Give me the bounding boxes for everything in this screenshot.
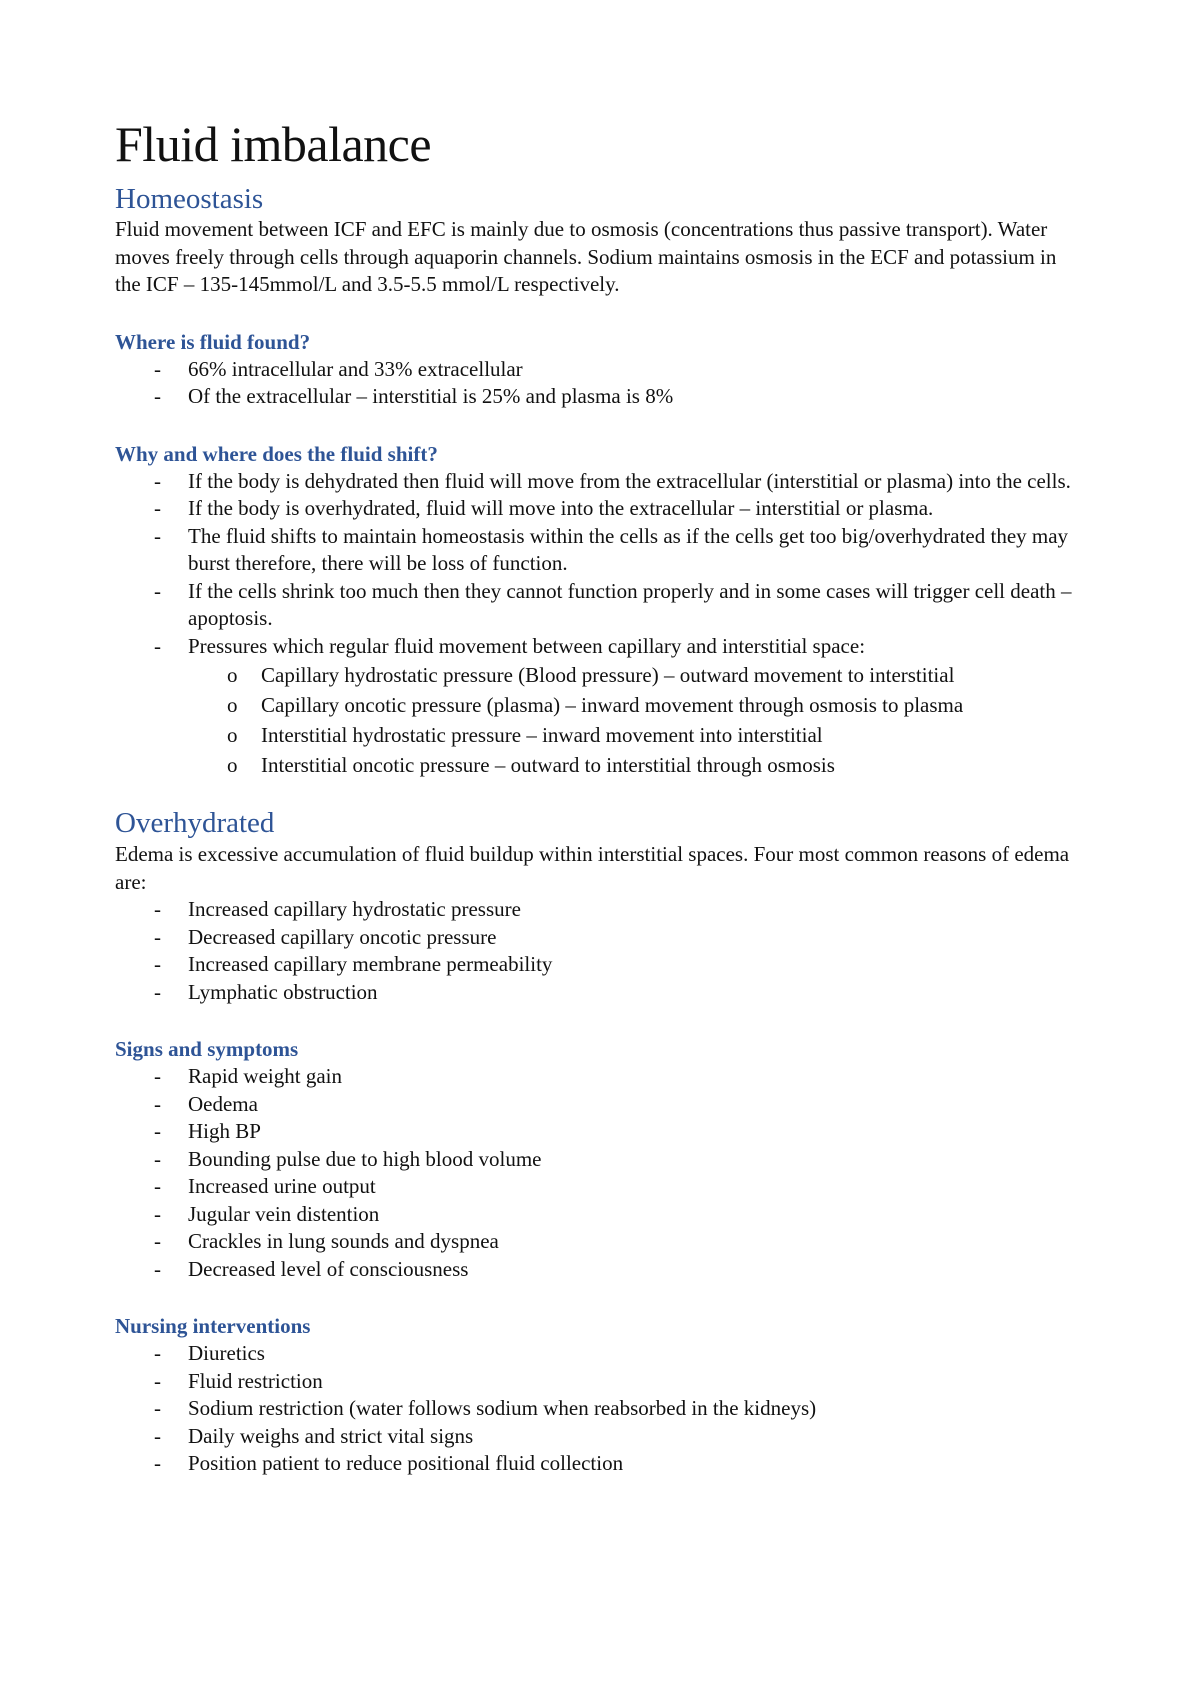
list-item: - Daily weighs and strict vital signs xyxy=(154,1423,474,1448)
heading-nursing-interventions: Nursing interventions xyxy=(115,1314,311,1339)
heading-signs-symptoms: Signs and symptoms xyxy=(115,1037,299,1062)
document-content xyxy=(115,116,1085,1478)
list-item: - Rapid weight gain xyxy=(154,1064,342,1089)
list-item: - Position patient to reduce positional fluid collection xyxy=(154,1451,624,1476)
list-item: - If the body is overhydrated, fluid will move into the extracellular – interstitial or plasma. xyxy=(154,496,934,521)
list-item: - Decreased level of consciousness xyxy=(154,1256,469,1281)
list-item: - Increased capillary hydrostatic pressure xyxy=(154,897,521,922)
list-item: - Increased urine output xyxy=(154,1174,376,1199)
section-homeostasis xyxy=(115,182,1085,781)
signs-list xyxy=(115,1063,1085,1283)
list-item: - High BP xyxy=(154,1119,261,1144)
list-item: - Diuretics xyxy=(154,1341,265,1366)
list-item: - Sodium restriction (water follows sodium when reabsorbed in the kidneys) xyxy=(154,1396,817,1421)
fluid-shift-list xyxy=(115,468,1085,661)
list-item: - Oedema xyxy=(154,1091,258,1116)
list-item: - Fluid restriction xyxy=(154,1368,323,1393)
list-item: - If the body is dehydrated then fluid will move from the extracellular (interstitial or plasma) into the cells. xyxy=(154,468,1071,493)
list-item: - If the cells shrink too much then they cannot function properly and in some cases will trigger cell death – apoptosis. xyxy=(154,578,1072,631)
sub-list-item: o Capillary hydrostatic pressure (Blood pressure) – outward movement to interstitial xyxy=(227,663,955,688)
list-item: - Bounding pulse due to high blood volume xyxy=(154,1146,542,1171)
nursing-list xyxy=(115,1340,1085,1478)
list-item: - Decreased capillary oncotic pressure xyxy=(154,924,497,949)
list-item: - Lymphatic obstruction xyxy=(154,979,378,1004)
where-fluid-list xyxy=(115,356,1085,411)
heading-fluid-shift: Why and where does the fluid shift? xyxy=(115,441,438,466)
list-item: - Of the extracellular – interstitial is 25% and plasma is 8% xyxy=(154,384,674,409)
list-item: - The fluid shifts to maintain homeostasis within the cells as if the cells get too big/overhydrated they may burst therefore, there will be loss of function. xyxy=(154,523,1069,576)
sub-list-item: o Interstitial hydrostatic pressure – inward movement into interstitial xyxy=(227,723,823,748)
list-item: - Crackles in lung sounds and dyspnea xyxy=(154,1229,499,1254)
heading-homeostasis: Homeostasis xyxy=(115,182,264,215)
list-item: - Pressures which regular fluid movement between capillary and interstitial space: xyxy=(154,633,866,658)
sub-list-item: o Capillary oncotic pressure (plasma) – inward movement through osmosis to plasma xyxy=(227,693,964,718)
heading-overhydrated: Overhydrated xyxy=(115,807,275,840)
edema-causes-list xyxy=(115,896,1085,1006)
overhydrated-paragraph: Edema is excessive accumulation of fluid buildup within interstitial spaces. Four most common reasons of edema are: xyxy=(115,842,1070,894)
section-overhydrated xyxy=(115,806,1085,1477)
heading-where-fluid-found: Where is fluid found? xyxy=(115,329,311,354)
sub-list-item: o Interstitial oncotic pressure – outward to interstitial through osmosis xyxy=(227,753,835,778)
page-title: Fluid imbalance xyxy=(115,116,432,172)
homeostasis-paragraph: Fluid movement between ICF and EFC is mainly due to osmosis (concentrations thus passive transport). Water moves freely through cells through aquaporin channels. Sodium maintains osmosis in the ECF and potassium in the ICF – 135-145mmol/L and 3.5-5.5 mmol/L respectively. xyxy=(115,217,1057,297)
list-item: - Increased capillary membrane permeability xyxy=(154,952,553,977)
pressure-sublist xyxy=(115,660,1085,780)
list-item: - 66% intracellular and 33% extracellular xyxy=(154,356,523,381)
list-item: - Jugular vein distention xyxy=(154,1201,380,1226)
